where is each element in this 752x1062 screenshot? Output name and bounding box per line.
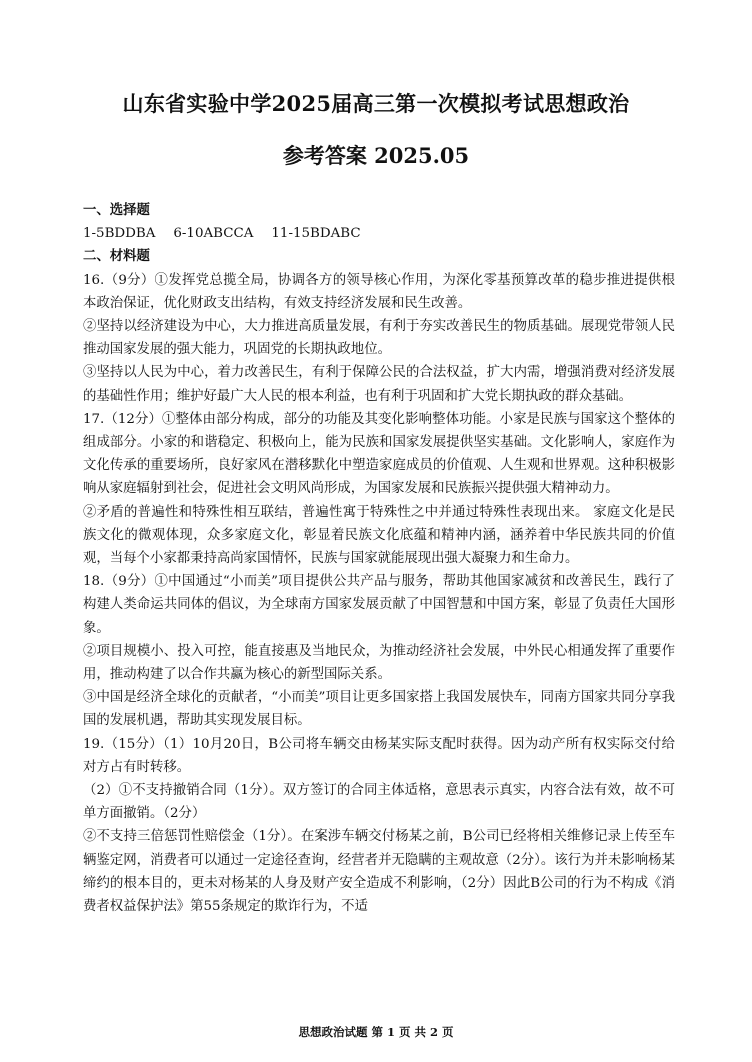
answer-content	[83, 199, 675, 918]
answer-paragraph: ②矛盾的普遍性和特殊性相互联结，普遍性寓于特殊性之中并通过特殊性表现出来。 家庭文化是民族文化的微观体现，众多家庭文化，彰显着民族文化底蕴和精神内涵，涵养着中华民族共同的价值观，当每个小家都秉持高尚家国情怀，民族与国家就能展现出强大凝聚力和生命力。	[83, 504, 675, 567]
answer-paragraph: ②不支持三倍惩罚性赔偿金（1分）。在案涉车辆交付杨某之前，B公司已经将相关维修记录上传至车辆鉴定网，消费者可以通过一定途径查询，经营者并无隐瞒的主观故意（2分）。该行为并未影响杨某缔约的根本目的，更未对杨某的人身及财产安全造成不利影响，（2分）因此B公司的行为不构成《消费者权益保护法》第55条规定的欺诈行为，不适	[83, 829, 675, 915]
answer-paragraph: ②坚持以经济建设为中心，大力推进高质量发展，有利于夯实改善民生的物质基础。展现党带领人民推动国家发展的强大能力，巩固党的长期执政地位。	[83, 319, 675, 358]
answer-paragraph: 17.（12分）①整体由部分构成，部分的功能及其变化影响整体功能。小家是民族与国家这个整体的组成部分。小家的和谐稳定、积极向上，能为民族和国家发展提供坚实基础。文化影响人，家庭作为文化传承的重要场所，良好家风在潜移默化中塑造家庭成员的价值观、人生观和世界观。这种积极影响从家庭辐射到社会，促进社会文明风尚形成，为国家发展和民族振兴提供强大精神动力。	[83, 411, 675, 497]
page-footer: 思想政治试题 第 1 页 共 2 页	[298, 1025, 454, 1039]
answer-paragraph: ②项目规模小、投入可控，能直接惠及当地民众，为推动经济社会发展，中外民心相通发挥了重要作用，推动构建了以合作共赢为核心的新型国际关系。	[83, 643, 675, 683]
answer-paragraph: 19.（15分）（1）10月20日，B公司将车辆交由杨某实际支配时获得。因为动产所有权实际交付给对方占有时转移。	[83, 736, 675, 775]
section-heading-choice: 一、选择题	[83, 202, 150, 218]
answer-paragraph: （2）①不支持撤销合同（1分）。双方签订的合同主体适格，意思表示真实，内容合法有效，故不可单方面撤销。（2分）	[83, 783, 675, 822]
choice-answers-1-5: 1-5BDDBA	[83, 226, 156, 242]
answer-paragraph: ③中国是经济全球化的贡献者，“小而美”项目让更多国家搭上我国发展快车，同南方国家共同分享我国的发展机遇，帮助其实现发展目标。	[83, 690, 675, 729]
answer-paragraph: ③坚持以人民为中心，着力改善民生，有利于保障公民的合法权益，扩大内需，增强消费对经济发展的基础性作用；维护好最广大人民的根本利益，也有利于巩固和扩大党长期执政的群众基础。	[83, 365, 675, 404]
section-heading-material: 二、材料题	[83, 248, 150, 265]
answer-paragraph: 16.（9分）①发挥党总揽全局，协调各方的领导核心作用，为深化零基预算改革的稳步推进提供根本政治保证，优化财政支出结构，有效支持经济发展和民生改善。	[83, 272, 675, 311]
choice-answers	[83, 222, 675, 245]
document-title: 山东省实验中学2025届高三第一次模拟考试思想政治	[122, 91, 630, 116]
answer-paragraph: 18.（9分）①中国通过“小而美”项目提供公共产品与服务，帮助其他国家减贫和改善民生，践行了构建人类命运共同体的倡议，为全球南方国家发展贡献了中国智慧和中国方案，彰显了负责任大国形象。	[83, 574, 675, 636]
document-subtitle: 参考答案 2025.05	[282, 143, 470, 168]
choice-answers-6-10: 6-10ABCCA	[173, 226, 254, 242]
choice-answers-11-15: 11-15BDABC	[271, 226, 361, 242]
